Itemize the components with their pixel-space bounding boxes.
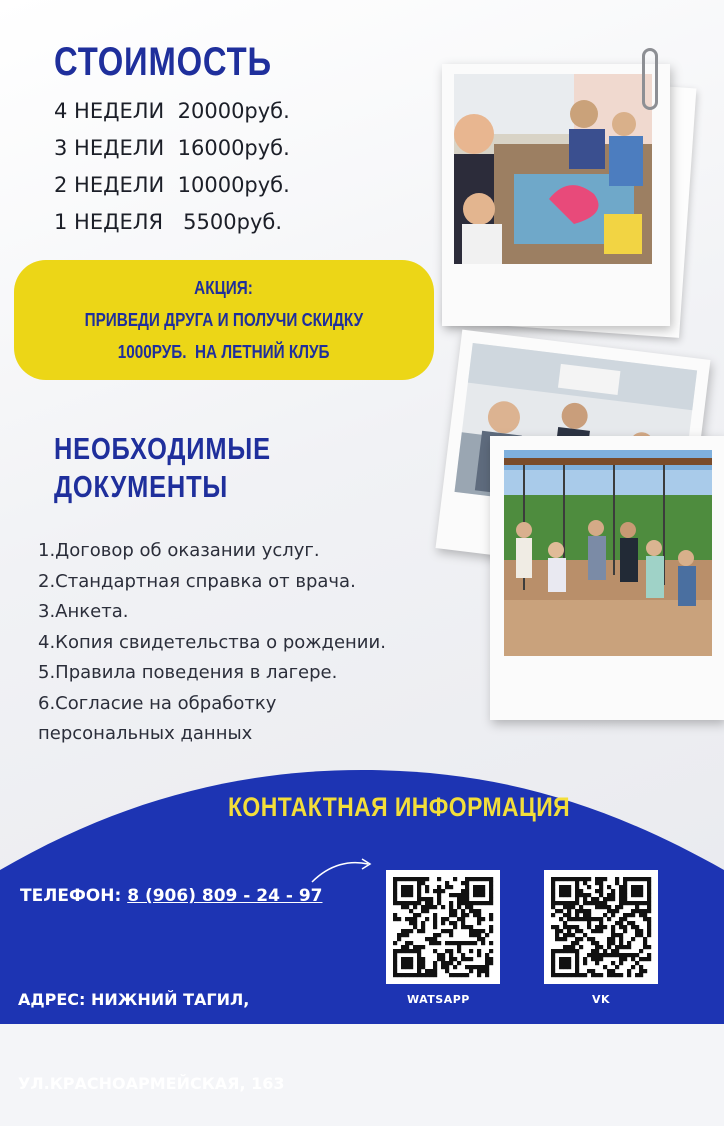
photo-kids-crafts bbox=[454, 74, 652, 264]
promo-text: ПРИВЕДИ ДРУГА И ПОЛУЧИ СКИДКУ bbox=[84, 310, 364, 330]
vk-qr-code[interactable] bbox=[544, 870, 658, 984]
contact-title: КОНТАКТНАЯ ИНФОРМАЦИЯ bbox=[228, 792, 571, 822]
whatsapp-qr-code[interactable] bbox=[386, 870, 500, 984]
document-item: 4.Копия свидетельства о рождении. bbox=[38, 631, 386, 653]
price-row: 3 НЕДЕЛИ 16000руб. bbox=[54, 136, 290, 160]
document-item: 3.Анкета. bbox=[38, 601, 129, 622]
document-item: 2.Стандартная справка от врача. bbox=[38, 570, 356, 592]
photo-frame bbox=[490, 436, 724, 720]
vk-qr-label: VK bbox=[592, 993, 611, 1006]
documents-list bbox=[38, 536, 386, 750]
arrow-icon bbox=[310, 856, 378, 886]
price-row: 4 НЕДЕЛИ 20000руб. bbox=[54, 99, 290, 123]
document-item: персональных данных bbox=[38, 723, 253, 744]
documents-title-line: НЕОБХОДИМЫЕ bbox=[54, 431, 271, 466]
document-item: 1.Договор об оказании услуг. bbox=[38, 540, 320, 561]
pricing-title: СТОИМОСТЬ bbox=[54, 40, 272, 84]
photo-frame bbox=[442, 64, 670, 326]
price-row: 1 НЕДЕЛЯ 5500руб. bbox=[54, 210, 283, 234]
photo-playground bbox=[504, 450, 712, 656]
address-line: УЛ.КРАСНОАРМЕЙСКАЯ, 163 bbox=[18, 1074, 285, 1093]
whatsapp-qr-label: WATSAPP bbox=[407, 993, 470, 1006]
document-item: 6.Согласие на обработку bbox=[38, 692, 277, 714]
address bbox=[18, 930, 285, 1126]
promo-text: 1000РУБ. НА ЛЕТНИЙ КЛУБ bbox=[118, 342, 330, 362]
price-row: 2 НЕДЕЛИ 10000руб. bbox=[54, 173, 290, 197]
promo-heading: АКЦИЯ: bbox=[194, 278, 254, 298]
document-item: 5.Правила поведения в лагере. bbox=[38, 662, 338, 683]
address-line: АДРЕС: НИЖНИЙ ТАГИЛ, bbox=[18, 990, 250, 1009]
paperclip-icon bbox=[642, 48, 658, 110]
documents-title bbox=[54, 430, 271, 506]
phone-row bbox=[20, 886, 322, 906]
promo-banner bbox=[14, 260, 434, 380]
phone-label: ТЕЛЕФОН: bbox=[20, 886, 128, 906]
phone-link[interactable]: 8 (906) 809 - 24 - 97 bbox=[127, 886, 323, 906]
price-list bbox=[54, 96, 290, 244]
documents-title-line: ДОКУМЕНТЫ bbox=[54, 469, 229, 504]
